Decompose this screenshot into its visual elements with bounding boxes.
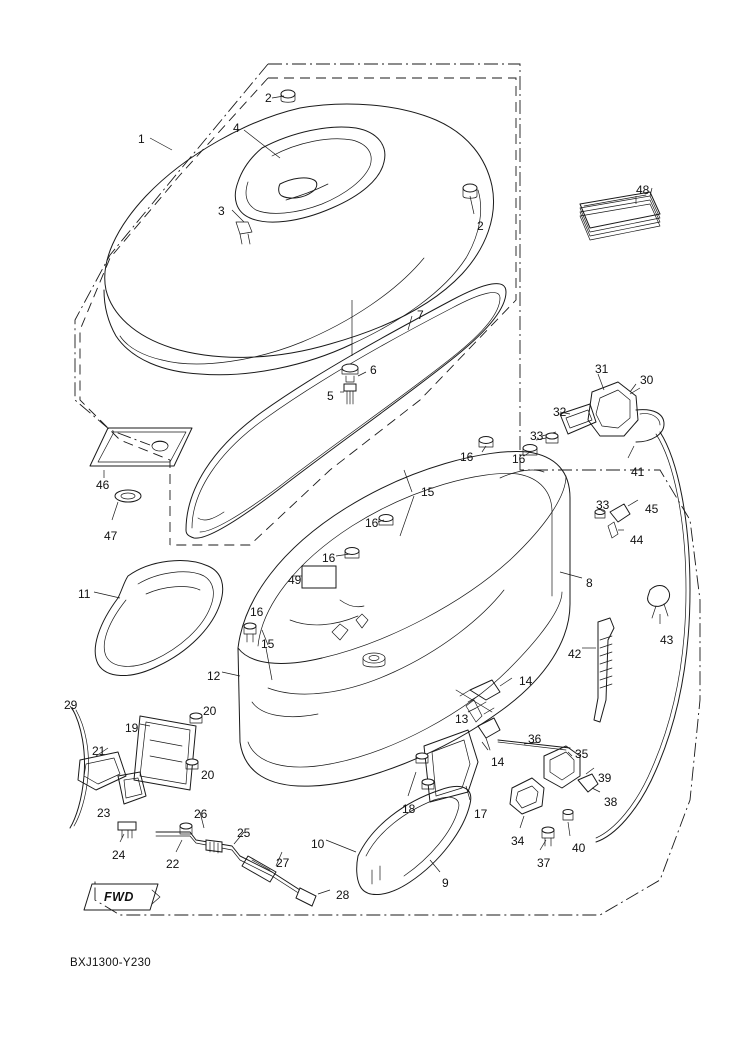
callout-number-16: 16 (460, 450, 474, 464)
callout-number-19: 19 (125, 721, 139, 735)
callout-number-37: 37 (537, 856, 551, 870)
callout-number-44: 44 (630, 533, 644, 547)
callout-number-4: 4 (233, 121, 240, 135)
box-screws (244, 437, 537, 681)
callout-number-10: 10 (311, 837, 325, 851)
assembly-boundary (75, 64, 700, 915)
callout-number-49: 49 (288, 573, 302, 587)
callout-number-12: 12 (207, 669, 221, 683)
callout-number-46: 46 (96, 478, 110, 492)
bracket-17 (416, 730, 478, 802)
callout-number-48: 48 (636, 183, 650, 197)
callout-number-16: 16 (512, 452, 526, 466)
callout-number-30: 30 (640, 373, 654, 387)
callout-number-16: 16 (322, 551, 336, 565)
callout-number-16: 16 (365, 516, 379, 530)
callout-number-6: 6 (370, 363, 377, 377)
callout-number-2: 2 (477, 219, 484, 233)
callout-number-33: 33 (530, 429, 544, 443)
callout-number-28: 28 (336, 888, 350, 902)
clip-43 (648, 586, 670, 625)
helmet-box (238, 451, 570, 786)
callout-number-9: 9 (442, 876, 449, 890)
side-cover-11 (95, 561, 222, 676)
callout-number-29: 29 (64, 698, 78, 712)
callout-number-24: 24 (112, 848, 126, 862)
part-code-label: BXJ1300-Y230 (70, 957, 151, 969)
plate-46 (90, 428, 192, 478)
callout-number-16: 16 (250, 605, 264, 619)
callout-number-21: 21 (92, 744, 106, 758)
callout-number-41: 41 (631, 465, 645, 479)
callout-number-32: 32 (553, 405, 567, 419)
callout-number-13: 13 (455, 712, 469, 726)
callout-number-27: 27 (276, 856, 290, 870)
callout-number-26: 26 (194, 807, 208, 821)
callout-number-2: 2 (265, 91, 272, 105)
callout-number-1: 1 (138, 132, 145, 146)
callout-number-33: 33 (596, 498, 610, 512)
callout-number-14: 14 (519, 674, 533, 688)
manual-48 (580, 192, 660, 240)
callout-number-39: 39 (598, 771, 612, 785)
callout-number-45: 45 (645, 502, 659, 516)
grommet-47 (112, 490, 141, 520)
callout-number-8: 8 (586, 576, 593, 590)
callout-number-7: 7 (417, 308, 424, 322)
callout-number-22: 22 (166, 857, 180, 871)
hinge-13-14 (466, 678, 512, 750)
callout-number-34: 34 (511, 834, 525, 848)
seat-seal (186, 284, 506, 539)
callout-number-15: 15 (261, 637, 275, 651)
fwd-direction-label: FWD (104, 890, 134, 904)
callout-number-3: 3 (218, 204, 225, 218)
callout-number-25: 25 (237, 826, 251, 840)
callout-number-20: 20 (203, 704, 217, 718)
callout-number-36: 36 (528, 732, 542, 746)
callout-number-14: 14 (491, 755, 505, 769)
callout-number-31: 31 (595, 362, 609, 376)
callout-number-18: 18 (402, 802, 416, 816)
callout-number-43: 43 (660, 633, 674, 647)
callout-number-42: 42 (568, 647, 582, 661)
callout-number-5: 5 (327, 389, 334, 403)
callout-number-20: 20 (201, 768, 215, 782)
callout-number-40: 40 (572, 841, 586, 855)
callout-number-11: 11 (78, 587, 91, 601)
callout-number-38: 38 (604, 795, 618, 809)
callout-number-15: 15 (421, 485, 435, 499)
callout-number-47: 47 (104, 529, 118, 543)
callout-number-23: 23 (97, 806, 111, 820)
callout-number-35: 35 (575, 747, 589, 761)
seat-bolt-5-6 (342, 300, 358, 404)
damper-42 (582, 618, 614, 722)
callout-number-17: 17 (474, 807, 488, 821)
